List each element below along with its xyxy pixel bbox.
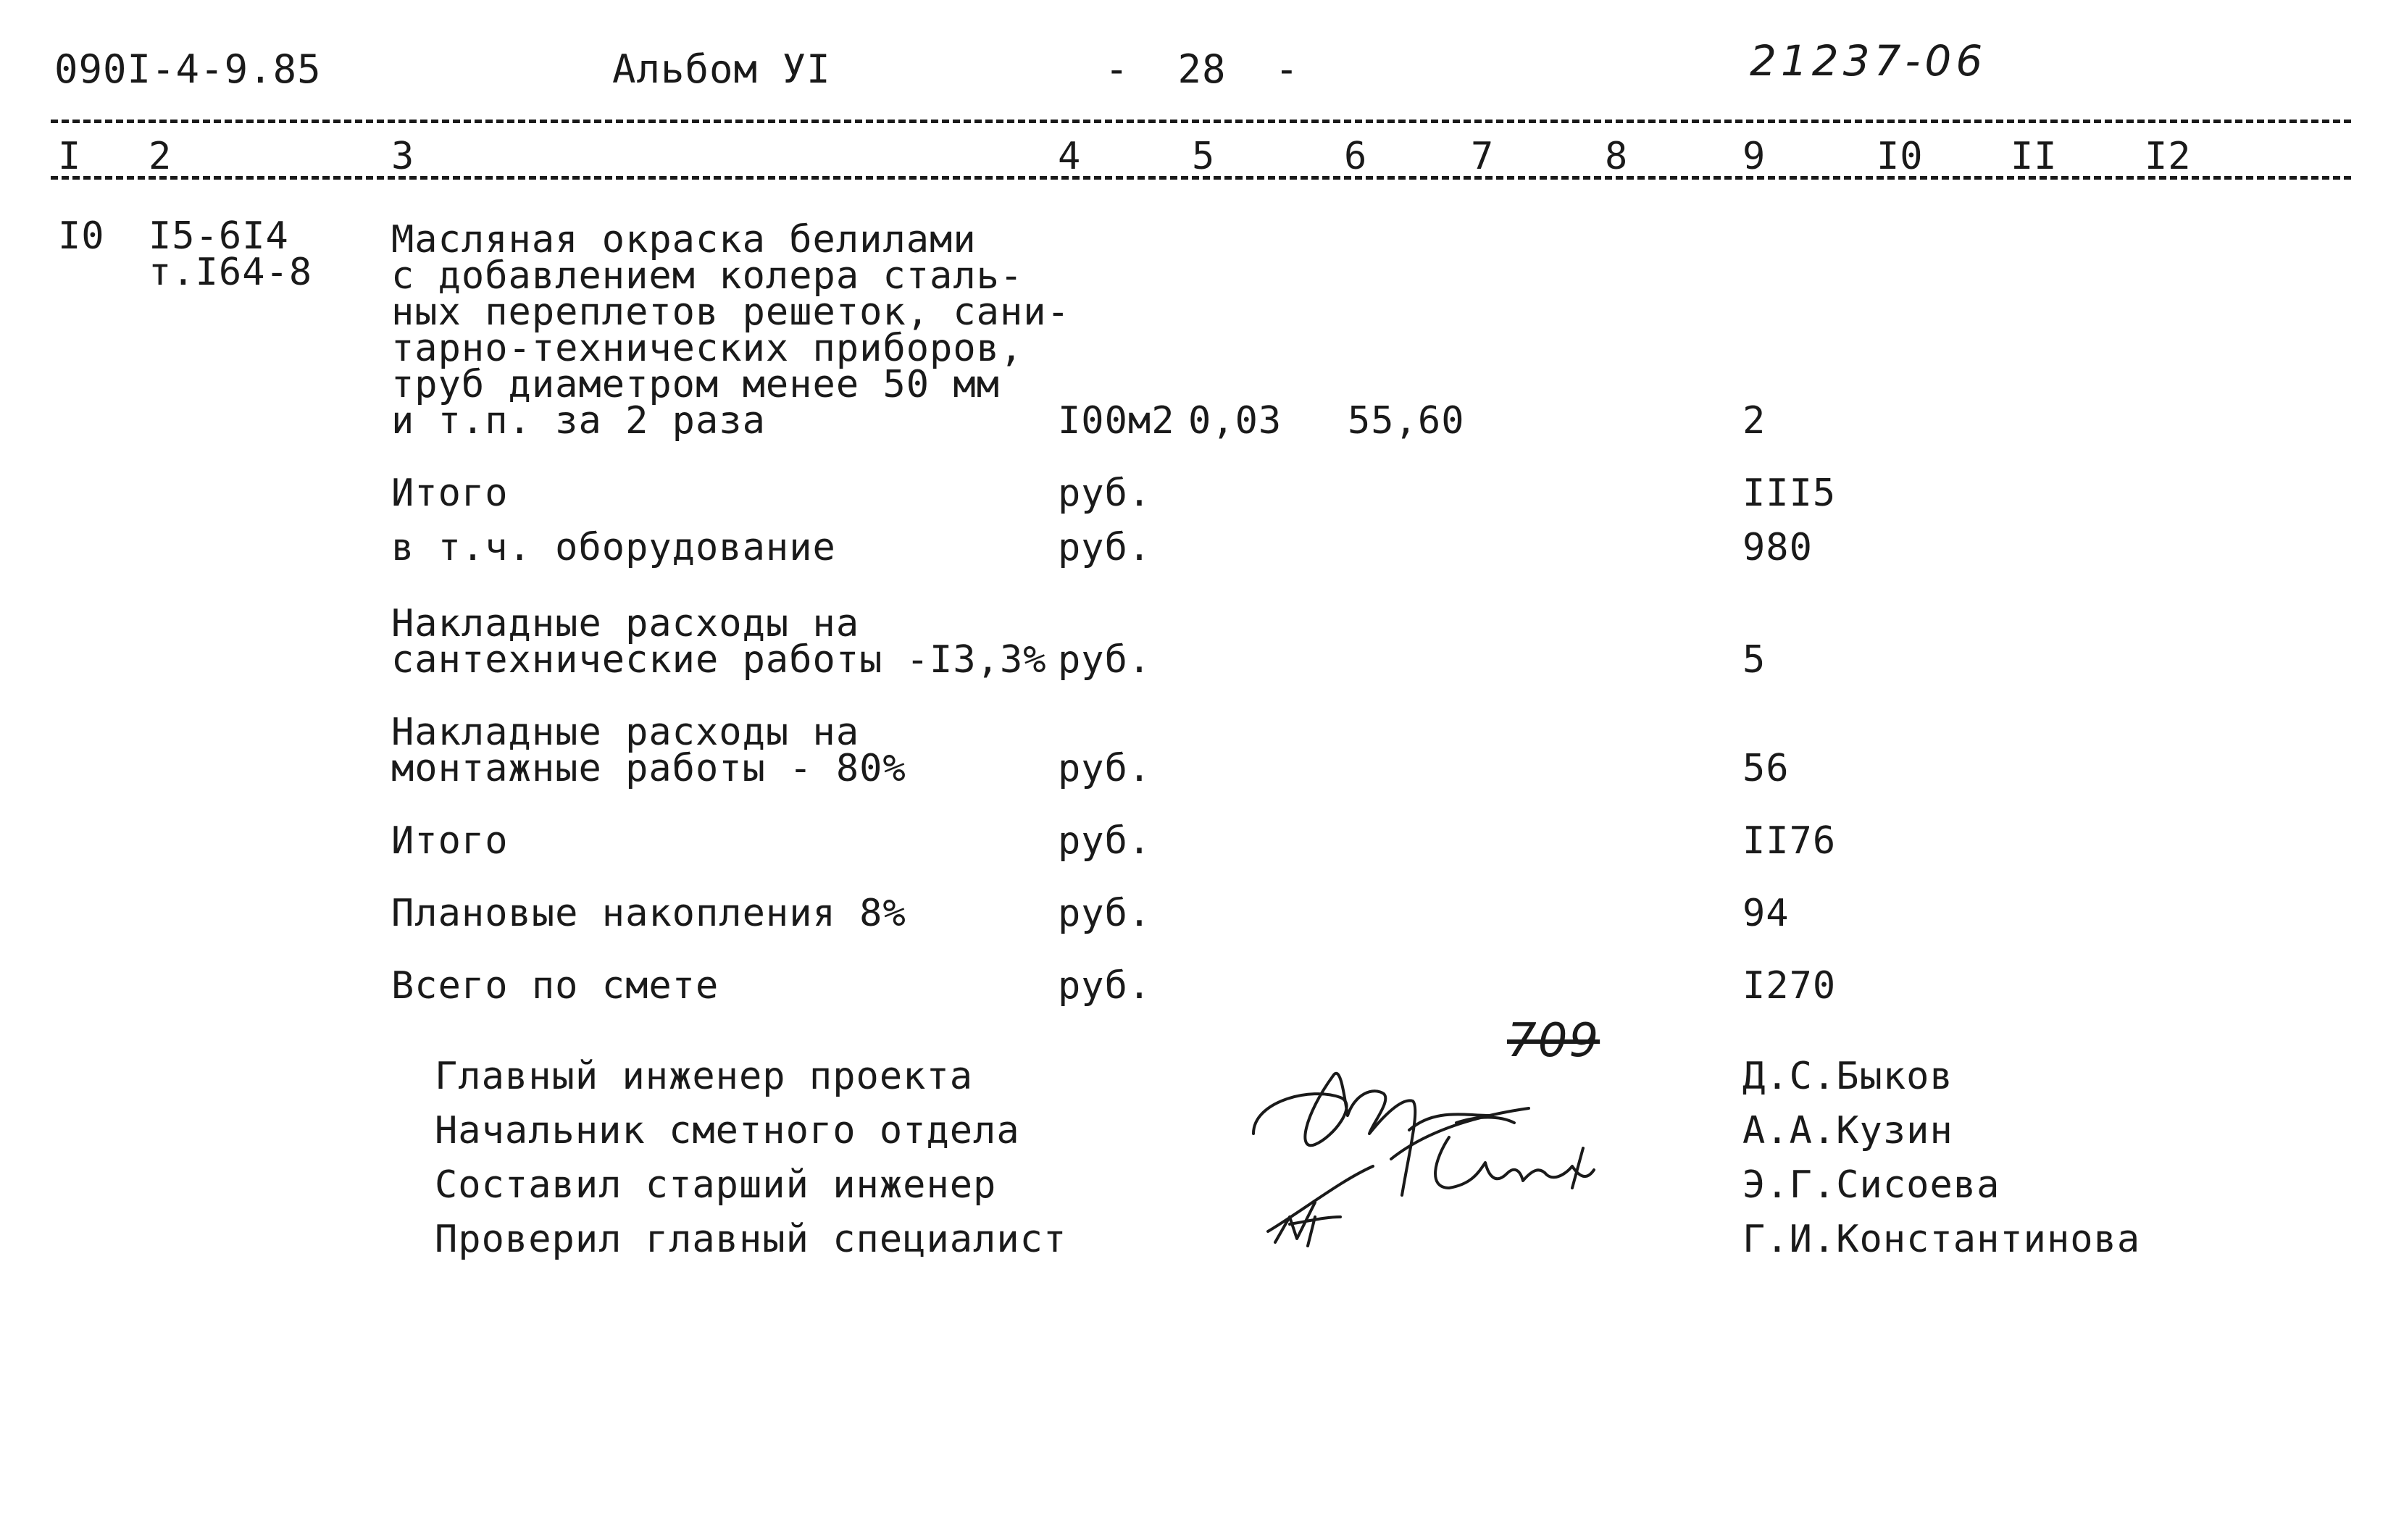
- header-rule-top: [51, 120, 2351, 123]
- signature-role: Составил старший инженер: [435, 1163, 997, 1207]
- column-number: 8: [1605, 135, 1629, 178]
- summary-unit: руб.: [1058, 638, 1152, 682]
- work-description-line: и т.п. за 2 раза: [391, 399, 766, 443]
- signature-role: Проверил главный специалист: [435, 1218, 1067, 1261]
- summary-value: II76: [1742, 819, 1837, 863]
- summary-label: Накладные расходы на: [391, 711, 860, 754]
- column-number: 9: [1742, 135, 1766, 178]
- signature-konstantinova-stroke: [1268, 1166, 1373, 1246]
- summary-label: Всего по смете: [391, 964, 719, 1008]
- album-label: Альбом УI: [612, 46, 831, 92]
- work-description-line: Масляная окраска белилами: [391, 218, 977, 261]
- summary-value: I270: [1742, 964, 1837, 1008]
- column-number: I0: [1877, 135, 1924, 178]
- signature-role: Главный инженер проекта: [435, 1055, 974, 1098]
- unit-of-measure: I00м2: [1058, 399, 1175, 443]
- summary-label: сантехнические работы -I3,3%: [391, 638, 1047, 682]
- signature-name: А.А.Кузин: [1742, 1109, 1953, 1152]
- document-code: 090I-4-9.85: [54, 46, 322, 92]
- signature-sisoeva-stroke: [1435, 1137, 1594, 1188]
- total-cost: 2: [1742, 399, 1766, 443]
- summary-value: 94: [1742, 892, 1790, 935]
- handwritten-signatures: [1246, 1007, 1652, 1297]
- summary-unit: руб.: [1058, 472, 1152, 515]
- column-number: I: [58, 135, 82, 178]
- signature-name: Г.И.Константинова: [1742, 1218, 2141, 1261]
- summary-unit: руб.: [1058, 526, 1152, 569]
- summary-label: в т.ч. оборудование: [391, 526, 836, 569]
- summary-unit: руб.: [1058, 892, 1152, 935]
- summary-value: 56: [1742, 747, 1790, 790]
- summary-unit: руб.: [1058, 819, 1152, 863]
- handwritten-number: 21237-06: [1750, 36, 1987, 85]
- handwritten-mark: 709: [1507, 1014, 1600, 1068]
- summary-label: монтажные работы - 80%: [391, 747, 906, 790]
- summary-label: Накладные расходы на: [391, 602, 860, 645]
- rate-table-ref: т.I64-8: [149, 251, 313, 294]
- work-description-line: тарно-технических приборов,: [391, 327, 1024, 370]
- work-description-line: ных переплетов решеток, сани-: [391, 290, 1070, 334]
- signature-role: Начальник сметного отдела: [435, 1109, 1020, 1152]
- row-number: I0: [58, 214, 105, 258]
- work-description-line: с добавлением колера сталь-: [391, 254, 1024, 298]
- column-number: 6: [1344, 135, 1368, 178]
- unit-price: 55,60: [1348, 399, 1465, 443]
- rate-code: I5-6I4: [149, 214, 289, 258]
- signature-name: Э.Г.Сисоева: [1742, 1163, 2000, 1207]
- summary-value: 980: [1742, 526, 1813, 569]
- signature-name: Д.С.Быков: [1742, 1055, 1953, 1098]
- column-number: II: [2011, 135, 2058, 178]
- column-number: 4: [1058, 135, 1082, 178]
- summary-value: 5: [1742, 638, 1766, 682]
- summary-label: Итого: [391, 819, 509, 863]
- summary-unit: руб.: [1058, 747, 1152, 790]
- column-number: I2: [2145, 135, 2192, 178]
- summary-label: Итого: [391, 472, 509, 515]
- summary-value: III5: [1742, 472, 1837, 515]
- quantity: 0,03: [1188, 399, 1282, 443]
- signature-kuzin-stroke: [1253, 1074, 1493, 1195]
- column-number: 3: [391, 135, 415, 178]
- page-number: - 28 -: [1105, 46, 1300, 92]
- column-number: 7: [1471, 135, 1495, 178]
- summary-unit: руб.: [1058, 964, 1152, 1008]
- column-number: 2: [149, 135, 172, 178]
- summary-label: Плановые накопления 8%: [391, 892, 906, 935]
- column-number: 5: [1192, 135, 1216, 178]
- work-description-line: труб диаметром менее 50 мм: [391, 363, 1000, 406]
